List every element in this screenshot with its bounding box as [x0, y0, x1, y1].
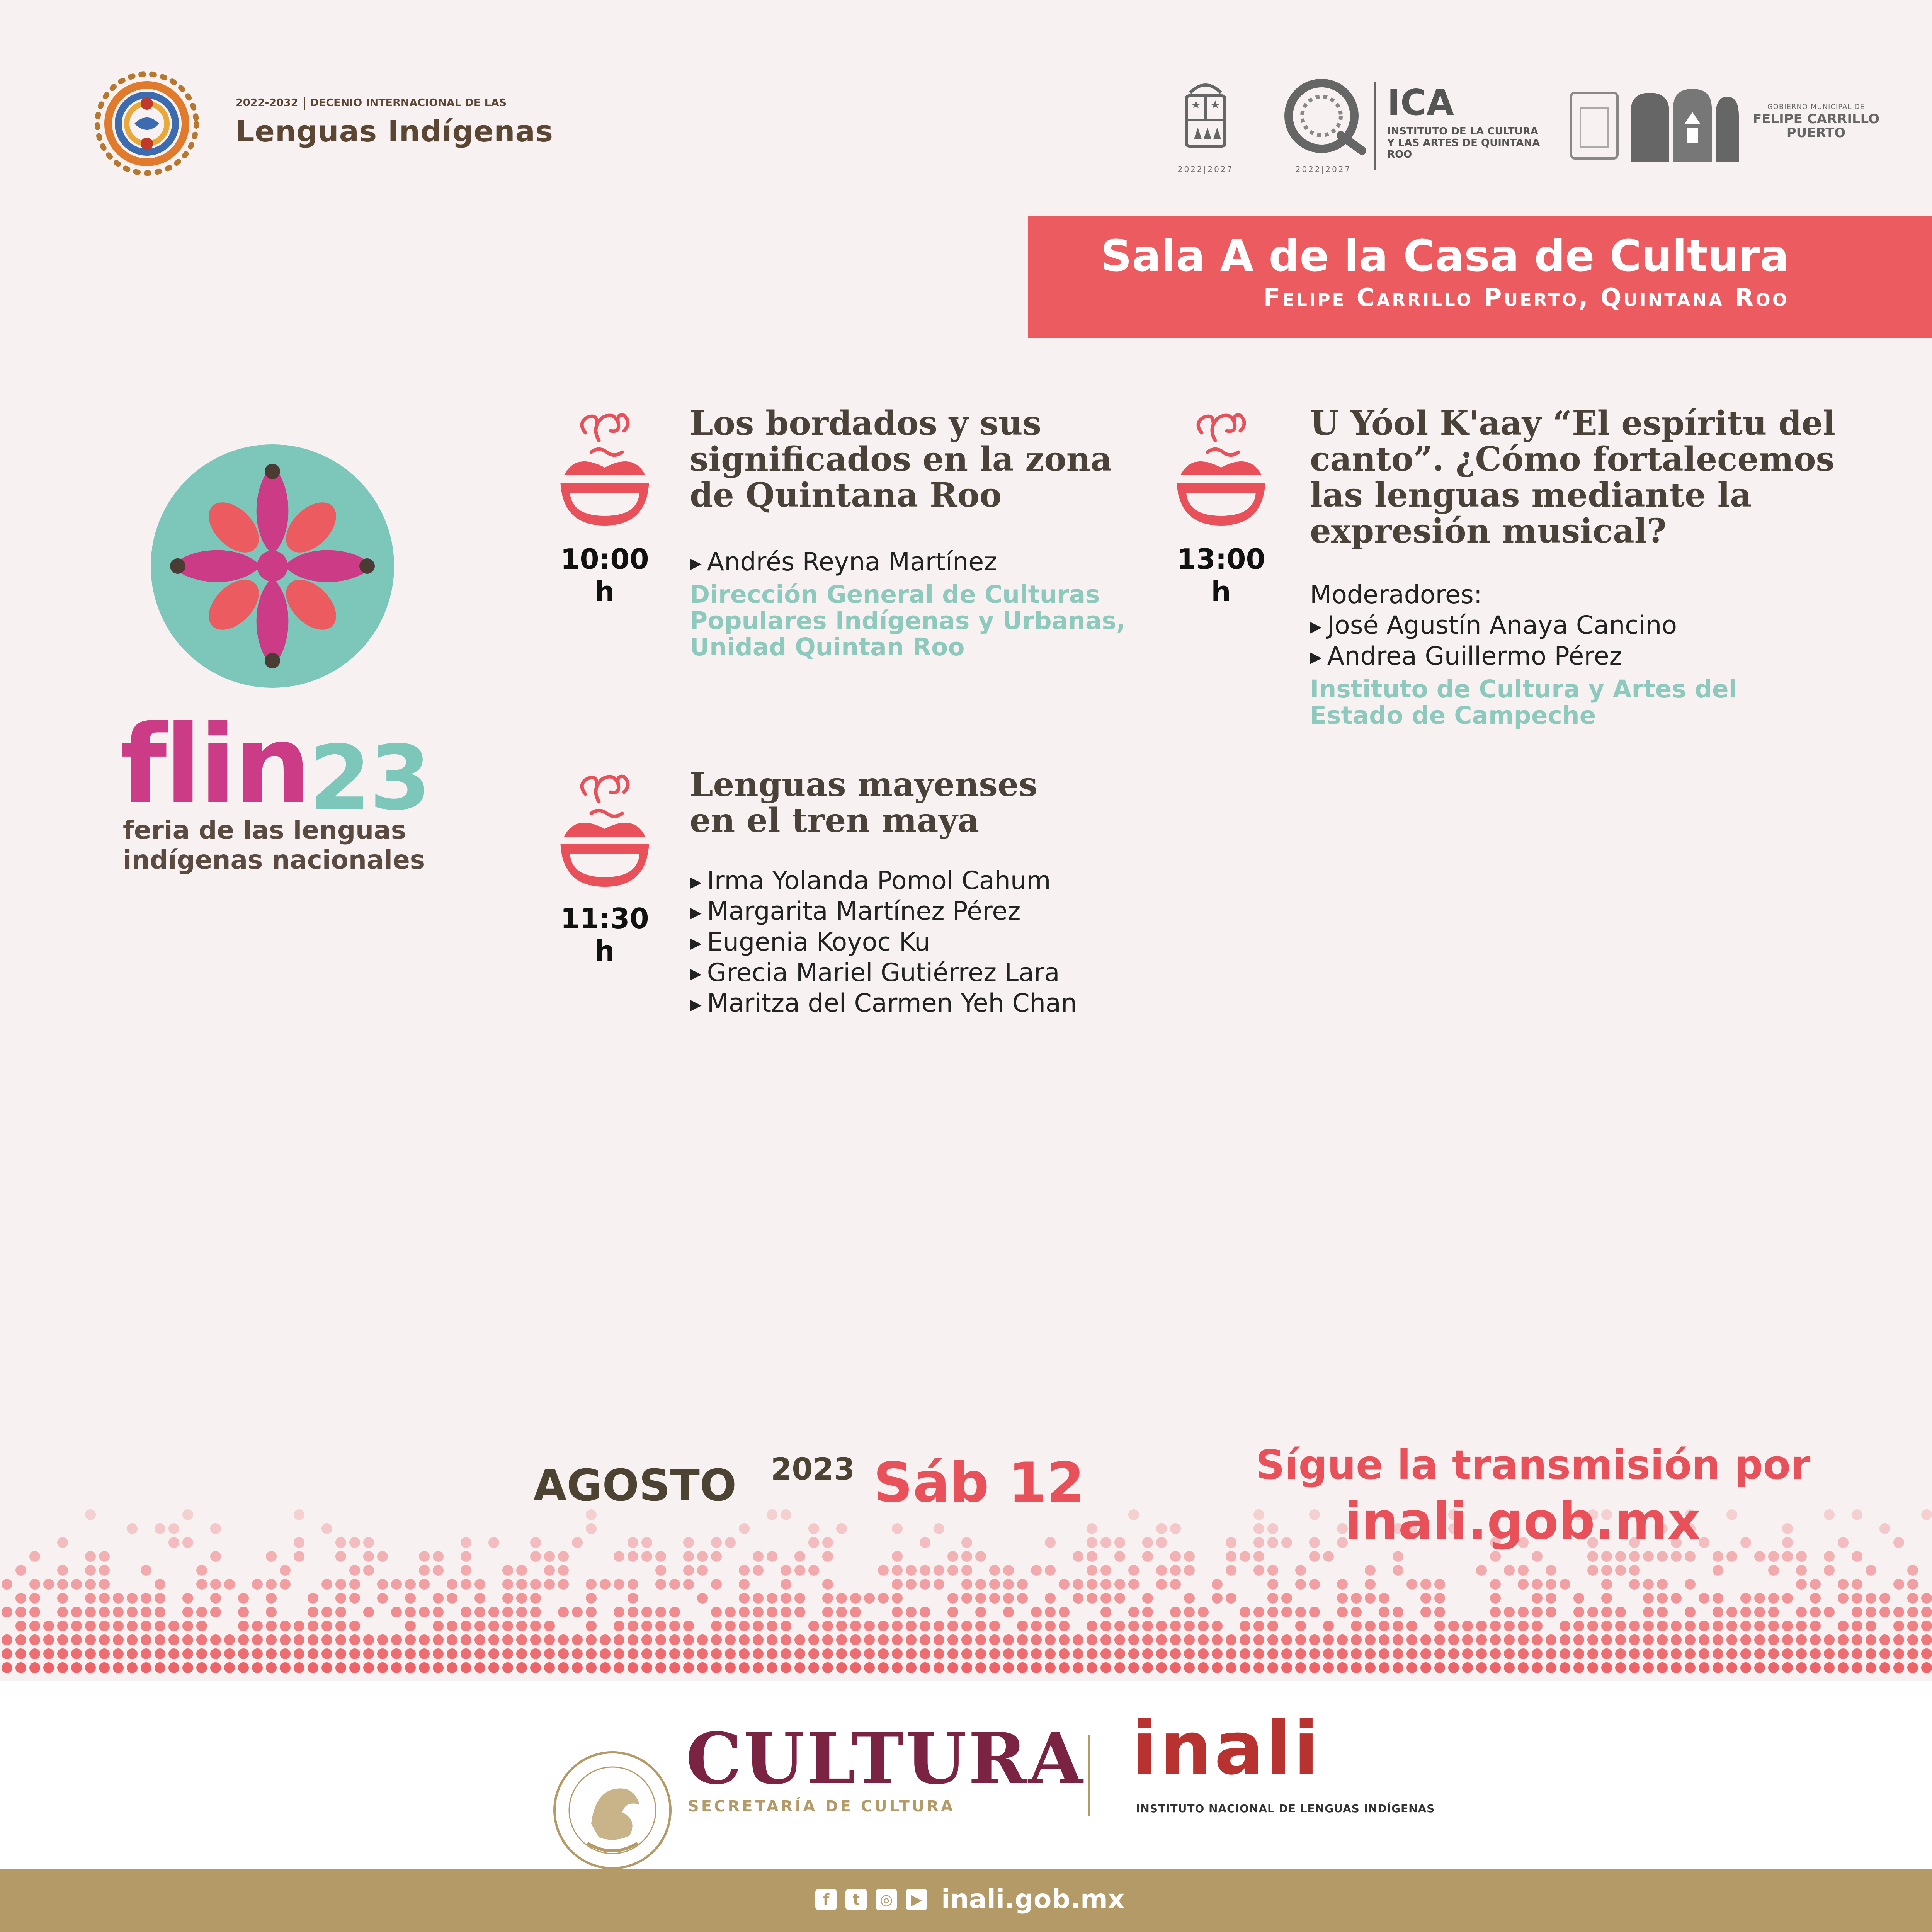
flin-number: 23 — [309, 727, 430, 830]
session-title: U Yóol K'aay “El espíritu del canto”. ¿Cómo fortalecemos las lenguas mediante la expresión musical? — [1310, 404, 1835, 551]
ica-acronym: ICA — [1387, 82, 1454, 123]
moderators-label: Moderadores: — [1310, 580, 1482, 609]
state-shield-icon — [1175, 77, 1236, 155]
participant-list — [690, 547, 997, 577]
ica-logo — [1387, 82, 1542, 161]
session-time: 10:00 h — [560, 543, 649, 608]
stream-label: Sígue la transmisión por — [1256, 1441, 1811, 1488]
session-title: Lenguas mayenses en el tren maya — [690, 765, 1037, 840]
decenio-logo — [89, 66, 553, 182]
fcp-label: GOBIERNO MUNICIPAL DE — [1767, 103, 1865, 111]
footer-divider — [1088, 1735, 1090, 1816]
q-logo — [1279, 77, 1368, 174]
venue-title: Sala A de la Casa de Cultura — [1100, 231, 1789, 281]
steaming-bowl-icon — [553, 410, 657, 537]
facebook-icon[interactable]: f — [815, 1889, 837, 1910]
participant: ▶ Maritza del Carmen Yeh Chan — [690, 989, 1077, 1018]
organization: Instituto de Cultura y Artes del Estado de Campeche — [1310, 675, 1737, 730]
partner-logos — [1167, 77, 1886, 174]
flin-wordmark: flin — [120, 702, 309, 828]
gov-caption-2: 2022|2027 — [1295, 165, 1352, 174]
fcp-municipal-logo — [1747, 103, 1886, 140]
event-year: 2023 — [771, 1452, 855, 1487]
ica-divider — [1374, 82, 1376, 170]
q-spiral-icon — [1279, 77, 1368, 155]
participant: ▶ Andrés Reyna Martínez — [690, 548, 997, 577]
twitter-icon[interactable]: t — [845, 1889, 867, 1910]
footer-url[interactable]: inali.gob.mx — [941, 1884, 1125, 1915]
steaming-bowl-icon — [553, 771, 657, 898]
quintana-roo-government-logo — [1175, 77, 1236, 174]
organization: Dirección General de Culturas Populares Indígenas y Urbanas, Unidad Quintan Roo — [690, 580, 1126, 662]
inali-subtitle: INSTITUTO NACIONAL DE LENGUAS INDÍGENAS — [1136, 1802, 1435, 1815]
bottom-bar — [0, 1869, 1932, 1932]
social-links — [815, 1884, 1125, 1915]
fcp-name: FELIPE CARRILLO PUERTO — [1752, 111, 1880, 141]
inali-wordmark: inali — [1132, 1706, 1321, 1791]
event-month: AGOSTO — [533, 1461, 737, 1511]
felipe-carrillo-puerto-emblem-icon — [1569, 85, 1739, 166]
venue-subtitle: Felipe Carrillo Puerto, Quintana Roo — [1263, 284, 1789, 313]
session-title: Los bordados y sus significados en la zona de Quintana Roo — [690, 404, 1112, 515]
participant: ▶ Irma Yolanda Pomol Cahum — [690, 866, 1051, 895]
session-time: 11:30 h — [560, 902, 649, 967]
session-time: 13:00 h — [1177, 543, 1265, 608]
participant: ▶ José Agustín Anaya Cancino — [1310, 611, 1677, 640]
program-item — [549, 406, 1128, 684]
participant: ▶ Eugenia Koyoc Ku — [690, 927, 930, 957]
flin-tagline: feria de las lenguas indígenas nacionales — [123, 815, 425, 875]
venue-banner — [1028, 216, 1932, 338]
ica-name: INSTITUTO DE LA CULTURA Y LAS ARTES DE QUINTANA ROO — [1387, 126, 1540, 160]
flin-flower-icon — [151, 444, 394, 688]
steaming-bowl-icon — [1169, 410, 1273, 537]
program-item — [549, 767, 1128, 1037]
participant: ▶ Margarita Martínez Pérez — [690, 897, 1021, 926]
cultura-subtitle: SECRETARÍA DE CULTURA — [688, 1798, 955, 1815]
gov-caption: 2022|2027 — [1177, 165, 1234, 174]
decenio-emblem-icon — [89, 66, 216, 182]
participant-list — [690, 866, 1077, 1019]
decenio-name: Lenguas Indígenas — [236, 114, 553, 148]
program-item — [1165, 406, 1861, 753]
event-day: Sáb 12 — [873, 1451, 1085, 1515]
youtube-icon[interactable]: ▶ — [906, 1889, 927, 1910]
mexico-seal-icon — [549, 1747, 676, 1874]
moderator-list — [1310, 580, 1677, 672]
cultura-wordmark: CULTURA — [686, 1717, 1085, 1800]
participant: ▶ Grecia Mariel Gutiérrez Lara — [690, 958, 1060, 987]
stream-url[interactable]: inali.gob.mx — [1344, 1492, 1701, 1551]
decenio-meta: 2022-2032 DECENIO INTERNACIONAL DE LAS — [236, 97, 507, 110]
participant: ▶ Andrea Guillermo Pérez — [1310, 641, 1622, 671]
instagram-icon[interactable]: ◎ — [876, 1889, 897, 1910]
